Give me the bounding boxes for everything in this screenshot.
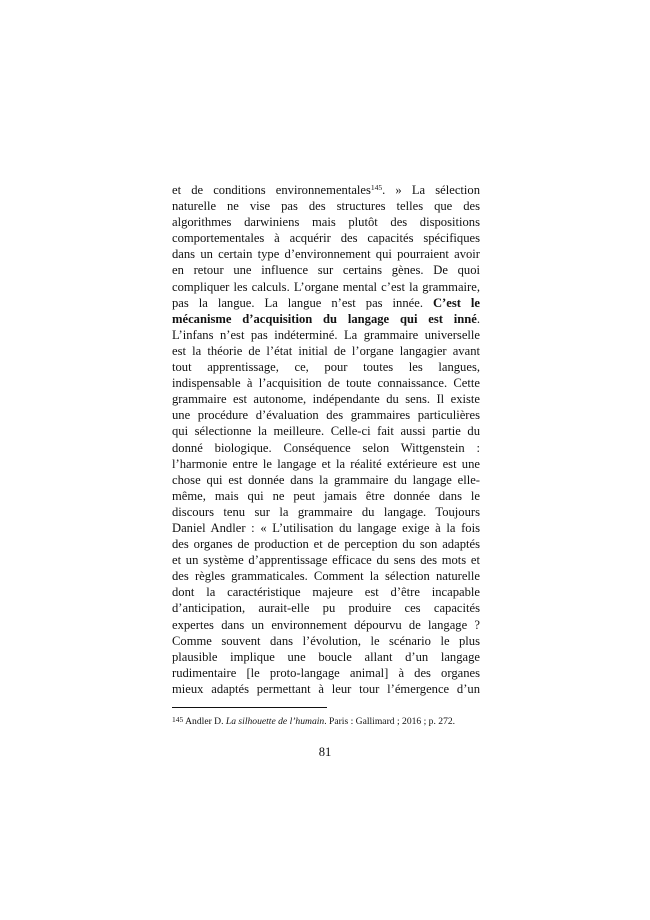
- line-text: compliquer les calculs. L’organe mental c’est la grammaire,: [172, 279, 480, 294]
- line-text: algorithmes darwiniens mais plutôt des dispositions: [172, 215, 480, 230]
- line-text: tout apprentissage, ce, pour toutes les langues,: [172, 360, 480, 375]
- text-line: [172, 230, 480, 246]
- text-line: [172, 681, 480, 697]
- line-text: indispensable à l’acquisition de toute connaissance. Cette: [172, 376, 480, 391]
- bold-text: mécanisme d’acquisition du langage qui est inné: [172, 311, 477, 326]
- line-text: des organes de production et de perception du son adaptés: [172, 537, 480, 552]
- line-text: est la théorie de l’état initial de l’organe langagier avant: [172, 343, 480, 358]
- text-line: [172, 311, 480, 327]
- text-line: [172, 633, 480, 649]
- line-text: naturelle ne vise pas des structures telles que des: [172, 199, 480, 214]
- text-line: [172, 600, 480, 616]
- text-line: [172, 214, 480, 230]
- line-text: d’anticipation, aurait-elle pu produire ces capacités: [172, 601, 480, 616]
- text-line: [172, 472, 480, 488]
- line-text: expertes dans un environnement dépourvu de langage ?: [172, 617, 480, 632]
- line-text: des règles grammaticales. Comment la sélection naturelle: [172, 569, 480, 584]
- footnote-title: La silhouette de l’humain: [225, 716, 325, 727]
- line-text: . » La sélection: [382, 183, 481, 197]
- text-line: [172, 182, 480, 198]
- line-text: grammaire est autonome, indépendante du sens. Il existe: [172, 392, 480, 407]
- text-line: [172, 327, 480, 343]
- footnote-reference: 145: [370, 183, 383, 192]
- text-line: [172, 568, 480, 584]
- line-text: dont la caractéristique majeure est d’être incapable: [172, 585, 480, 600]
- text-line: [172, 440, 480, 456]
- line-text: même, mais qui ne peut jamais être donnée dans le: [172, 488, 480, 503]
- footnote-details: . Paris : Gallimard ; 2016 ; p. 272.: [324, 716, 456, 727]
- text-line: [172, 198, 480, 214]
- line-text: discours tenu sur la grammaire du langage. Toujours: [172, 504, 480, 519]
- line-text: L’infans n’est pas indéterminé. La grammaire universelle: [172, 327, 480, 342]
- footnote: [172, 716, 492, 728]
- text-line: [172, 488, 480, 504]
- page-number: 81: [318, 745, 332, 759]
- text-line: [172, 617, 480, 633]
- footnote-number: 145: [172, 715, 184, 724]
- line-text: .: [476, 311, 480, 326]
- text-line: [172, 520, 480, 536]
- line-text: mieux adaptés permettant à leur tour l’émergence d’un: [172, 681, 480, 696]
- text-line: [172, 375, 480, 391]
- text-line: [172, 456, 480, 472]
- line-text: Daniel Andler : « L’utilisation du langage exige à la fois: [172, 520, 480, 535]
- text-line: [172, 343, 480, 359]
- text-line: [172, 407, 480, 423]
- footnote-author: Andler D.: [185, 716, 226, 727]
- text-line: [172, 246, 480, 262]
- text-line: [172, 391, 480, 407]
- text-line: [172, 584, 480, 600]
- line-text: donné biologique. Conséquence selon Wittgenstein :: [172, 440, 480, 455]
- line-text: Comme souvent dans l’évolution, le scénario le plus: [172, 633, 480, 648]
- text-line: [172, 279, 480, 295]
- text-line: [172, 359, 480, 375]
- main-text: [172, 182, 480, 697]
- line-text: comportementales à acquérir des capacités spécifiques: [172, 231, 480, 246]
- line-text: dans un certain type d’environnement qui pourraient avoir: [172, 247, 480, 262]
- line-text: plausible implique une boucle allant d’un langage: [172, 649, 480, 664]
- line-text: rudimentaire [le proto-langage animal] à des organes: [172, 665, 480, 680]
- footnote-separator: [172, 707, 327, 708]
- line-text: qui sélectionne la meilleure. Celle-ci fait aussi partie du: [172, 424, 480, 439]
- text-line: [172, 665, 480, 681]
- text-line: [172, 536, 480, 552]
- line-text: chose qui est donnée dans la grammaire du langage elle-: [172, 472, 480, 487]
- line-text: l’harmonie entre le langage et la réalité extérieure est une: [172, 456, 480, 471]
- text-line: [172, 423, 480, 439]
- bold-text: C’est le: [432, 295, 480, 310]
- line-text: et un système d’apprentissage efficace du sens des mots et: [172, 553, 480, 568]
- text-line: [172, 262, 480, 278]
- line-text: et de conditions environnementales: [172, 183, 371, 197]
- text-line: [172, 504, 480, 520]
- line-text: pas la langue. La langue n’est pas innée.: [172, 295, 433, 310]
- line-text: une procédure d’évaluation des grammaires particulières: [172, 408, 480, 423]
- text-line: [172, 649, 480, 665]
- line-text: en retour une influence sur certains gènes. De quoi: [172, 263, 480, 278]
- text-line: [172, 552, 480, 568]
- text-line: [172, 295, 480, 311]
